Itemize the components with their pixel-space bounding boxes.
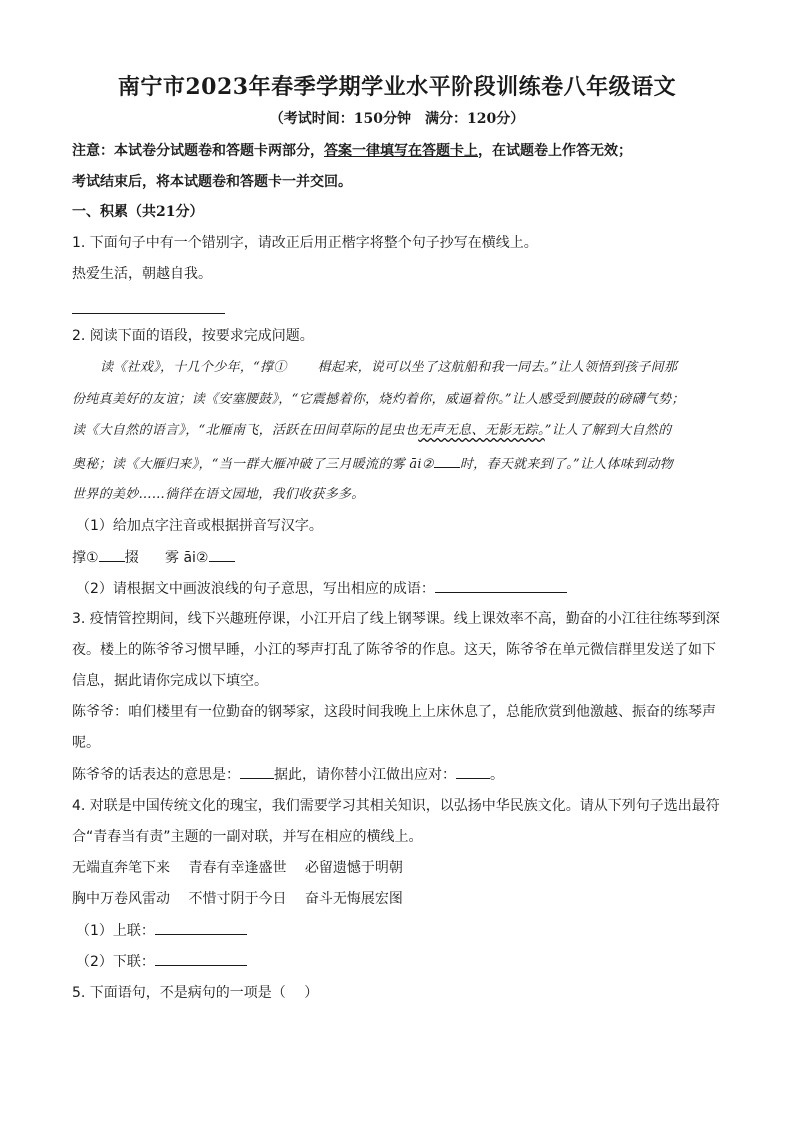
notice-text-emphasis: 答案一律填写在答题卡上 — [324, 143, 478, 159]
q3-line-3: 信息，据此请你完成以下填空。 — [72, 673, 268, 689]
q2-passage-line-5: 世界的美妙……徜徉在语文园地，我们收获多多。 — [72, 487, 365, 502]
answer-blank[interactable] — [209, 547, 235, 562]
char-label: 撑① — [72, 550, 99, 566]
q2-sub1-answers — [72, 547, 235, 568]
q3-line-5: 呢。 — [72, 735, 100, 751]
q4-line-1: 4. 对联是中国传统文化的瑰宝，我们需要学习其相关知识，以弘扬中华民族文化。请从下列句子选出最符 — [72, 798, 720, 814]
q4-options-1: 无端直奔笔下来 青春有幸逢盛世 必留遗憾于明朝 — [72, 860, 403, 876]
passage-text: 读《大自然的语言》，“北雁南飞，活跃在田间草际的昆虫也 — [72, 423, 419, 438]
pinyin-blank[interactable] — [434, 453, 460, 468]
q2-passage-line-2: 份纯真美好的友谊；读《安塞腰鼓》，“它震撼着你，烧灼着你，威逼着你。”让人感受到腰鼓的磅礴气势； — [72, 392, 685, 407]
upper-answer-blank[interactable] — [155, 920, 247, 935]
q3-fill-prompt-a: 陈爷爷的话表达的意思是： — [72, 767, 240, 783]
q4-lower-couplet — [76, 951, 247, 972]
q2-sub2-prompt: （2）请根据文中画波浪线的句子意思，写出相应的成语： — [76, 581, 435, 597]
q4-upper-couplet — [76, 920, 247, 941]
passage-text: ”让人了解到大自然的 — [544, 423, 672, 438]
q5-prompt: 5. 下面语句，不是病句的一项是（ ） — [72, 985, 319, 1001]
q1-sentence: 热爱生活，朝越自我。 — [72, 266, 212, 282]
q3-line-1: 3. 疫情管控期间，线下兴趣班停课，小江开启了线上钢琴课。线上课效率不高，勤奋的小江往往练琴到深 — [72, 611, 720, 627]
upper-label: （1）上联： — [76, 923, 155, 939]
idiom-answer-blank[interactable] — [435, 578, 567, 593]
q2-passage-line-4 — [72, 453, 673, 475]
answer-blank[interactable] — [99, 547, 125, 562]
answer-blank[interactable] — [240, 764, 274, 779]
exam-info: （考试时间：150分钟 满分：120分） — [269, 111, 525, 127]
q3-fill-prompt-b: 据此，请你替小江做出应对： — [274, 767, 456, 783]
q2-passage-line-3 — [72, 421, 671, 441]
notice-text-c: ，在试题卷上作答无效； — [478, 143, 632, 159]
q2-prompt: 2. 阅读下面的语段，按要求完成问题。 — [72, 328, 314, 344]
q3-line-6 — [72, 764, 504, 785]
page-title: 南宁市2023年春季学期学业水平阶段训练卷八年级语文 — [117, 74, 677, 100]
q2-sub2 — [76, 578, 567, 599]
q2-passage-line-1: 读《社戏》，十几个少年，“撑① 楫起来，说可以坐了这航船和我一同去。”让人领悟到孩子间那 — [100, 360, 678, 375]
section-heading: 一、积累（共21分） — [72, 204, 204, 220]
lower-answer-blank[interactable] — [155, 951, 247, 966]
q1-prompt: 1. 下面句子中有一个错别字，请改正后用正楷字将整个句子抄写在横线上。 — [72, 235, 538, 251]
q4-line-2: 合“青春当有责”主题的一副对联，并写在相应的横线上。 — [72, 829, 423, 845]
q4-options-2: 胸中万卷风雷动 不惜寸阴于今日 奋斗无悔展宏图 — [72, 891, 403, 907]
wavy-underlined-phrase: 无声无息、无影无踪。 — [418, 423, 545, 438]
char-label: 掇 — [124, 550, 139, 566]
char-label: 雾 āi② — [165, 550, 209, 566]
q2-sub1: （1）给加点字注音或根据拼音写汉字。 — [76, 518, 323, 534]
notice-line-1 — [72, 141, 632, 161]
passage-text: 奥秘；读《大雁归来》，“当一群大雁冲破了三月暖流的雾 āi② — [72, 457, 434, 472]
q1-answer-line[interactable] — [72, 313, 225, 314]
notice-text-a: 注意：本试卷分试题卷和答题卡两部分， — [72, 143, 324, 159]
lower-label: （2）下联： — [76, 954, 155, 970]
notice-line-2: 考试结束后，将本试题卷和答题卡一并交回。 — [72, 174, 352, 190]
answer-blank[interactable] — [456, 764, 490, 779]
q3-line-4: 陈爷爷：咱们楼里有一位勤奋的钢琴家，这段时间我晚上上床休息了，总能欣赏到他激越、振奋的练琴声 — [72, 704, 716, 720]
q3-fill-end: 。 — [490, 767, 504, 783]
passage-text: 时，春天就来到了。”让人体味到动物 — [459, 457, 674, 472]
q3-line-2: 夜。楼上的陈爷爷习惯早睡，小江的琴声打乱了陈爷爷的作息。这天，陈爷爷在单元微信群里发送了如下 — [72, 642, 716, 658]
